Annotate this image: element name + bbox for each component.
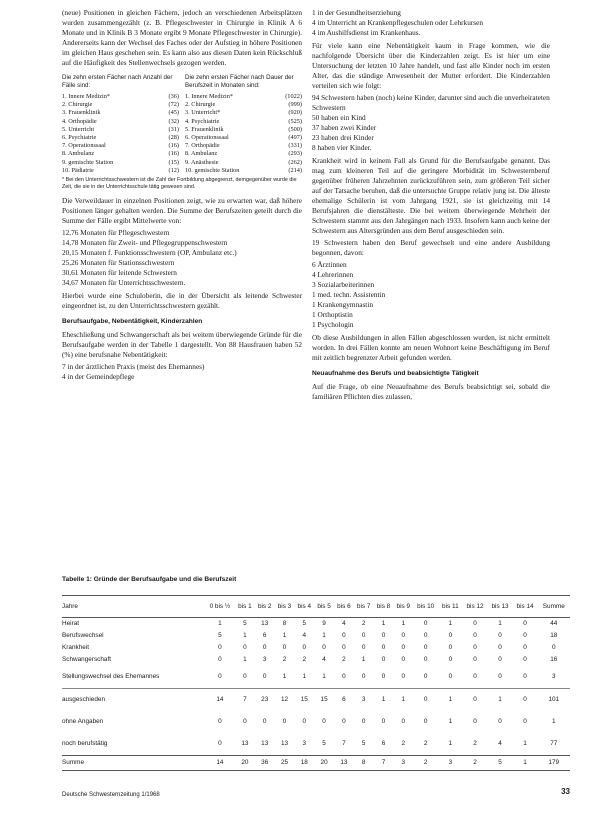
cmp-subject: 2. Chirurgie	[185, 101, 216, 109]
table-cell: 3	[262, 656, 267, 663]
cmp-value: (16)	[168, 142, 179, 150]
cmp-row	[185, 167, 302, 175]
table-cell: 13	[334, 756, 354, 771]
cmp-subject: 7. Orthopädie	[185, 142, 220, 150]
duration-paragraph: Die Verweildauer in einzelnen Positionen zeigt, wie zu erwarten war, daß höhere Positionen länger gehalten werden. Die Summe der Berufszeiten geteilt durch die Summe der Fälle ergibt Mittelwerte von:	[62, 195, 302, 225]
table-cell: 0	[423, 620, 428, 627]
table-cell: 9	[322, 620, 326, 627]
children-paragraph: Für viele kann eine Nebentätigkeit kaum in Frage kommen, wie die nachfolgende Übersicht über die Kinderzahlen zeigt. Es ist hier um eine Untersuchung der letzten 10 Jahre handelt, und fast alle Kinder noch im ersten Alter, das die ständige Anwesenheit der Mutter erfordert. Die Kinderzahlen verteilen sich wie folgt:	[312, 41, 550, 90]
table-cell: 0	[552, 644, 556, 651]
table-cell: 0	[523, 632, 527, 639]
table-cell: 1	[401, 620, 406, 627]
table-cell: 4	[498, 740, 502, 747]
table-cell: 0	[448, 632, 453, 639]
table-cell: 3	[302, 740, 307, 747]
table-row	[62, 689, 570, 712]
table-cell: 44	[550, 620, 558, 627]
table-cell: 16	[550, 656, 558, 663]
table-cell: 14	[205, 689, 235, 712]
profession-item: 1 Psychologin	[312, 320, 354, 329]
table-cell: 1	[322, 632, 326, 639]
children-item: 50 haben ein Kind	[312, 113, 366, 122]
header-cell: bis 8	[374, 596, 394, 618]
table-cell: 0	[342, 673, 346, 680]
side-job-item: 1 in der Gesundheitserziehung	[312, 8, 401, 17]
cmp-value: (72)	[168, 101, 179, 109]
table-cell: 179	[538, 756, 570, 771]
cmp-row	[185, 118, 302, 126]
row-label: Berufswechsel	[62, 632, 104, 639]
cmp-value: (214)	[288, 166, 302, 174]
cmp-row	[62, 134, 179, 142]
cmp-value: (497)	[288, 134, 302, 142]
side-job-item: 4 im Unterricht an Krankenpflegeschulen oder Lehrkursen	[312, 18, 484, 27]
side-job-item: 7 in der ärztlichen Praxis (meist des Ehemannes)	[62, 361, 205, 371]
table-cell: 0	[448, 644, 453, 651]
header-cell: bis 5	[314, 596, 334, 618]
table-cell: 0	[381, 718, 386, 725]
table-cell: 6	[262, 632, 267, 639]
table-cell: 0	[513, 689, 538, 712]
table-cell: 0	[262, 718, 267, 725]
table-cell: 0	[401, 644, 406, 651]
header-cell: bis 3	[275, 596, 295, 618]
row-label: ausgeschieden	[62, 689, 205, 712]
children-item: 37 haben zwei Kinder	[312, 123, 377, 132]
table-cell: 2	[361, 620, 366, 627]
cmp-by-duration-heading: Die zehn ersten Fächer nach Dauer der Berufszeit in Monaten sind:	[185, 74, 294, 89]
table-cell: 0	[361, 644, 366, 651]
table-cell: 0	[401, 718, 406, 725]
table-cell: 15	[294, 689, 314, 712]
cmp-row	[62, 150, 179, 158]
header-cell: bis 12	[463, 596, 488, 618]
cmp-value: (36)	[168, 93, 179, 100]
cmp-row	[185, 109, 302, 117]
cmp-subject: 5. Frauenklinik	[185, 125, 224, 133]
cmp-row	[62, 93, 179, 101]
table-cell: 1	[322, 673, 326, 680]
table-cell: 23	[255, 689, 275, 712]
table-cell: 8	[354, 756, 374, 771]
table-cell: 4	[322, 656, 326, 663]
side-job-item: 4 in der Gemeindepflege	[62, 371, 135, 381]
cmp-by-cases-table	[62, 93, 179, 175]
row-label: Stellungswechsel des Ehemannes	[62, 673, 160, 680]
cmp-subject: 9. Anästhesie	[185, 158, 219, 166]
cmp-row	[185, 134, 302, 142]
table-cell: 1	[438, 689, 462, 712]
table-cell: 0	[322, 718, 326, 725]
table-cell: 0	[498, 656, 502, 663]
table-cell: 2	[423, 740, 428, 747]
mean-item: 12,76 Monaten für Pflegeschwestern	[62, 227, 170, 237]
header-cell: bis 4	[294, 596, 314, 618]
journal-name: Deutsche Schwesternzeitung 1/1968	[62, 792, 160, 798]
cmp-value: (262)	[288, 158, 302, 166]
side-job-item: 4 im Aushilfsdienst im Krankenhaus.	[312, 28, 421, 37]
row-label: Krankheit	[62, 644, 89, 651]
row-label: Schwangerschaft	[62, 656, 112, 663]
table-cell: 7	[235, 689, 255, 712]
table-cell: 7	[342, 740, 346, 747]
career-change-paragraph: 19 Schwestern haben den Beruf gewechselt und eine andere Ausbildung begonnen, davon:	[312, 238, 550, 257]
table-cell: 0	[243, 644, 247, 651]
table-cell: 0	[322, 644, 326, 651]
table-cell: 0	[302, 644, 307, 651]
table-cell: 14	[205, 756, 235, 771]
cmp-footnote: * Bei den Unterrichtsschwestern ist die Zahl der Fortbildung abgegrenzt, demgegenüber wurde die Zeit, die sie in der Unterrichtsschule tätig gewesen sind.	[62, 177, 297, 190]
table-cell: 0	[262, 644, 267, 651]
completion-paragraph: Ob diese Ausbildungen in allen Fällen abgeschlossen wurden, ist nicht ermittelt worden. In drei Fällen konnte am neuen Wohnort keine Beschäftigung im Beruf mit zeitlich begrenzter Arbeit gefunden werden.	[312, 333, 550, 362]
means-list	[62, 228, 302, 288]
cmp-row	[185, 159, 302, 167]
table-cell: 0	[498, 632, 502, 639]
table-row	[62, 733, 570, 756]
table-cell: 0	[361, 718, 366, 725]
table-cell: 2	[463, 756, 488, 771]
mean-item: 25,26 Monaten für Stationsschwestern	[62, 257, 175, 267]
header-label: Jahre	[62, 596, 205, 618]
side-job-list	[62, 362, 302, 382]
cmp-subject: 7. Operationssaal	[62, 142, 106, 150]
table-cell: 0	[218, 673, 222, 680]
mean-item: 34,67 Monaten für Unterrichtsschwestern.	[62, 277, 186, 287]
table-cell: 2	[302, 656, 307, 663]
table-cell: 0	[262, 673, 267, 680]
cmp-row	[62, 118, 179, 126]
profession-item: 1 med. techn. Assistentin	[312, 290, 386, 299]
cmp-by-cases-heading: Die zehn ersten Fächer nach Anzahl der Fälle sind:	[62, 74, 173, 89]
table-cell: 0	[473, 632, 477, 639]
cmp-value: (15)	[168, 158, 179, 166]
table-cell: 25	[275, 756, 295, 771]
cmp-subject: 6. Operationssaal	[185, 134, 229, 142]
table-cell: 0	[523, 656, 527, 663]
header-cell: 0 bis ½	[205, 596, 235, 618]
table-cell: 0	[473, 656, 477, 663]
table-cell: 0	[218, 718, 222, 725]
cmp-value: (45)	[168, 109, 179, 117]
cmp-by-cases	[62, 74, 179, 175]
marriage-paragraph: Eheschließung und Schwangerschaft als bei weitem überwiegende Gründe für die Berufsaufgabe werden in der Tabelle 1 dargestellt. Von 88 Hausfrauen haben 52 (%) eine berufsnahe Nebentätigkeit:	[62, 329, 302, 359]
cmp-value: (293)	[288, 150, 302, 158]
illness-paragraph: Krankheit wird in keinem Fall als Grund für die Berufsaufgabe genannt. Das mag zum kleineren Teil auf die geringere Morbidität im Schwesternberuf gegenüber früheren Jahrzehnten zurückzuführen sein, zum größeren Teil sicher auf der Tatsache beruhen, daß die untersuchte Gruppe relativ jung ist. Die älteste ehemalige Schülerin ist vom Jahrgang 1921, sie ist gleichzeitig mit 14 Berufsjahren die dienstälteste. Die bei weitem überwiegende Mehrheit der Schwestern stammt aus den Jahrgängen nach 1933. Insofern kann auch keine der Schwestern aus Altersgründen aus dem Beruf ausgeschieden sein.	[312, 156, 550, 235]
table-cell: 1	[513, 756, 538, 771]
table-cell: 0	[423, 656, 428, 663]
table-cell: 13	[261, 620, 269, 627]
table-cell: 1	[243, 656, 247, 663]
table-cell: 1	[393, 689, 413, 712]
children-item: 94 Schwestern haben (noch) keine Kinder, darunter sind auch die unverheirateten Schwestern	[312, 93, 550, 112]
table-cell: 0	[342, 644, 346, 651]
table-cell: 1	[218, 620, 222, 627]
table-cell: 20	[235, 756, 255, 771]
table-title: Tabelle 1: Gründe der Berufsaufgabe und die Berufszeit	[62, 576, 237, 583]
table-cell: 0	[342, 718, 346, 725]
children-list	[312, 93, 550, 153]
table-cell: 0	[523, 718, 527, 725]
table-row	[62, 756, 570, 771]
table-cell: 2	[282, 656, 287, 663]
table-cell: 0	[413, 689, 438, 712]
mean-item: 20,15 Monaten f. Funktionsschwestern (OP, Ambulanz etc.)	[62, 247, 237, 257]
side-job-list-cont	[312, 8, 550, 38]
table-cell: 0	[523, 620, 527, 627]
table-cell: 1	[381, 620, 386, 627]
table-cell: 0	[423, 673, 428, 680]
headmistress-paragraph: Hierbei wurde eine Schuloberin, die in der Übersicht als leitende Schwester eingeordnet ist, zu den Unterrichtsschwestern gezählt.	[62, 290, 302, 310]
cmp-row	[185, 126, 302, 134]
table-cell: 36	[255, 756, 275, 771]
table-cell: 18	[550, 632, 558, 639]
cmp-value: (331)	[288, 142, 302, 150]
table-cell: 1	[448, 620, 453, 627]
table-cell: 0	[473, 644, 477, 651]
children-item: 23 haben drei Kinder	[312, 133, 374, 142]
cmp-value: (12)	[168, 166, 179, 174]
table-row	[62, 630, 570, 642]
profession-item: 1 Orthoptistin	[312, 310, 353, 319]
header-cell: bis 13	[488, 596, 513, 618]
table-cell: 3	[438, 756, 462, 771]
table-cell: 1	[552, 718, 556, 725]
table-cell: 0	[401, 632, 406, 639]
table-cell: 0	[401, 673, 406, 680]
table-cell: 5	[302, 620, 307, 627]
table-cell: 1	[523, 740, 527, 747]
table-cell: 1	[282, 673, 287, 680]
cmp-row	[62, 101, 179, 109]
row-label: Summe	[62, 756, 205, 771]
table-cell: 0	[473, 718, 477, 725]
table-cell: 0	[473, 673, 477, 680]
cmp-row	[185, 150, 302, 158]
table-cell: 0	[243, 673, 247, 680]
cmp-row	[185, 101, 302, 109]
cmp-subject: 4. Psychiatrie	[185, 117, 220, 125]
table-cell: 0	[401, 656, 406, 663]
cmp-subject: 10. gemischte Station	[185, 166, 240, 174]
table-cell: 0	[523, 644, 527, 651]
profession-item: 3 Sozialarbeiterinnen	[312, 280, 375, 289]
cmp-by-duration-table	[185, 93, 302, 175]
header-cell: Summe	[538, 596, 570, 618]
cmp-subject: 2. Chirurgie	[62, 101, 93, 109]
intro-paragraph: (neue) Positionen in gleichen Fächern, jedoch an verschiedenen Arbeitsplätzen wurden zusammengezählt (z. B. Pflegeschwester in Chirurgie in Klinik A 6 Monate und in Klinik B 3 Monate ergibt 9 Monate Pflegeschwester in Chirurgie). Andererseits kann der Wechsel des Faches oder der Aufstieg in höhere Positionen im gleichen Haus geschehen sein. Es kann also aus diesen Daten kein Rückschluß auf die Häufigkeit des Stellenwechsels gezogen werden.	[62, 8, 302, 67]
table-cell: 2	[401, 740, 406, 747]
cmp-value: (32)	[168, 117, 179, 125]
table-cell: 4	[302, 632, 307, 639]
table-cell: 77	[550, 740, 558, 747]
table-cell: 0	[302, 718, 307, 725]
right-column	[312, 8, 550, 404]
table-cell: 0	[423, 644, 428, 651]
table-cell: 4	[342, 620, 346, 627]
cmp-by-duration	[185, 74, 302, 175]
table-cell: 0	[218, 644, 222, 651]
cmp-subject: 8. Ambulanz	[62, 150, 95, 158]
table-cell: 5	[243, 620, 247, 627]
header-cell: bis 10	[413, 596, 438, 618]
table-cell: 1	[361, 656, 366, 663]
table-header-row	[62, 596, 570, 618]
table-cell: 0	[361, 673, 366, 680]
table-cell: 20	[314, 756, 334, 771]
children-item: 8 haben vier Kinder.	[312, 143, 372, 152]
section-heading-beruf: Berufsaufgabe, Nebentätigkeit, Kinderzahlen	[62, 317, 203, 325]
cmp-subject: 6. Psychiatrie	[62, 134, 97, 142]
profession-item: 4 Lehrerinnen	[312, 270, 354, 279]
cmp-subject: 5. Unterricht	[62, 125, 95, 133]
cmp-subject: 1. Innere Medizin*	[62, 93, 111, 100]
cmp-row	[62, 159, 179, 167]
table-cell: 0	[282, 644, 287, 651]
mean-item: 14,78 Monaten für Zweit- und Pflegegruppenschwestern	[62, 237, 228, 247]
mean-item: 30,61 Monaten für leitende Schwestern	[62, 267, 177, 277]
table-cell: 0	[218, 740, 222, 747]
table-cell: 5	[488, 756, 513, 771]
table-cell: 0	[523, 673, 527, 680]
table-cell: 101	[538, 689, 570, 712]
header-cell: bis 9	[393, 596, 413, 618]
table-cell: 0	[498, 718, 502, 725]
cmp-value: (31)	[168, 125, 179, 133]
table-row	[62, 711, 570, 733]
table-cell: 6	[334, 689, 354, 712]
cmp-subject: 9. gemischte Station	[62, 158, 114, 166]
table-cell: 13	[261, 740, 269, 747]
cmp-value: (920)	[288, 109, 302, 117]
table-cell: 1	[302, 673, 307, 680]
table-cell: 0	[381, 673, 386, 680]
table-cell: 18	[294, 756, 314, 771]
cmp-row	[62, 167, 179, 175]
table-row	[62, 618, 570, 631]
row-label: Heirat	[62, 620, 80, 627]
table-cell: 1	[448, 718, 453, 725]
table-cell: 1	[282, 632, 287, 639]
header-cell: bis 2	[255, 596, 275, 618]
cmp-value: (525)	[288, 117, 302, 125]
cmp-row	[62, 109, 179, 117]
table-cell: 0	[361, 632, 366, 639]
cmp-subject: 3. Frauenklinik	[62, 109, 101, 117]
table-cell: 0	[243, 718, 247, 725]
table-cell: 1	[498, 620, 502, 627]
table-cell: 0	[381, 644, 386, 651]
table-cell: 13	[280, 740, 289, 747]
header-cell: bis 1	[235, 596, 255, 618]
table-cell: 0	[448, 673, 453, 680]
table-cell: 0	[423, 718, 428, 725]
left-column	[62, 8, 302, 385]
table-cell: 0	[473, 620, 477, 627]
table-cell: 8	[282, 620, 287, 627]
section-heading-neu: Neuaufnahme des Berufs und beabsichtigte Tätigkeit	[312, 370, 479, 377]
table-row	[62, 642, 570, 654]
table-cell: 13	[241, 740, 249, 747]
cmp-value: (28)	[168, 134, 179, 142]
cmp-value: (16)	[168, 150, 179, 158]
cmp-value: (500)	[288, 125, 302, 133]
header-cell: bis 6	[334, 596, 354, 618]
table-cell: 0	[218, 656, 222, 663]
table-cell: 1	[243, 632, 247, 639]
cmp-row	[185, 93, 302, 101]
table-cell: 1	[374, 689, 394, 712]
table-cell: 2	[342, 656, 346, 663]
cmp-value: (1022)	[285, 93, 302, 100]
reasons-table	[62, 595, 570, 771]
table-cell: 0	[381, 656, 386, 663]
cmp-row	[185, 142, 302, 150]
cmp-subject: 3. Unterricht*	[185, 109, 221, 117]
table-cell: 0	[498, 644, 502, 651]
table-cell: 6	[381, 740, 386, 747]
table-cell: 2	[473, 740, 477, 747]
cmp-row	[62, 126, 179, 134]
table-cell: 1	[488, 689, 513, 712]
table-cell: 12	[275, 689, 295, 712]
row-label: noch berufstätig	[62, 740, 108, 747]
new-profession-list	[312, 260, 550, 330]
cmp-subject: 8. Ambulanz	[185, 150, 218, 158]
profession-item: 6 Ärztinnen	[312, 260, 347, 269]
table-cell: 0	[498, 673, 502, 680]
table-cell: 0	[381, 632, 386, 639]
return-paragraph: Auf die Frage, ob eine Neuaufnahme des Berufs beabsichtigt sei, sobald die familiären Pflichten dies zulassen,	[312, 382, 550, 401]
table-cell: 5	[218, 632, 222, 639]
cmp-subject: 10. Pädiatrie	[62, 166, 94, 174]
table-cell: 0	[448, 656, 453, 663]
table-row	[62, 654, 570, 666]
table-cell: 3	[354, 689, 374, 712]
table-cell: 0	[342, 632, 346, 639]
table-cell: 7	[374, 756, 394, 771]
table-cell: 15	[314, 689, 334, 712]
header-cell: bis 11	[438, 596, 462, 618]
page-footer	[62, 787, 570, 800]
subject-comparison	[62, 74, 302, 175]
cmp-subject: 4. Orthopädie	[62, 117, 97, 125]
header-cell: bis 14	[513, 596, 538, 618]
cmp-value: (999)	[288, 101, 302, 109]
table-cell: 0	[423, 632, 428, 639]
cmp-row	[62, 142, 179, 150]
table-cell: 0	[282, 718, 287, 725]
cmp-subject: 1. Innere Medizin*	[185, 93, 234, 100]
row-label: ohne Angaben	[62, 718, 104, 725]
table-cell: 3	[393, 756, 413, 771]
table-cell: 1	[448, 740, 453, 747]
table-1	[62, 575, 570, 771]
table-cell: 5	[361, 740, 366, 747]
header-cell: bis 7	[354, 596, 374, 618]
table-cell: 3	[552, 673, 556, 680]
table-cell: 0	[463, 689, 488, 712]
profession-item: 1 Krankengymnastin	[312, 300, 373, 309]
table-cell: 5	[322, 740, 326, 747]
table-row	[62, 666, 570, 689]
page-number: 33	[561, 787, 570, 796]
table-cell: 2	[413, 756, 438, 771]
